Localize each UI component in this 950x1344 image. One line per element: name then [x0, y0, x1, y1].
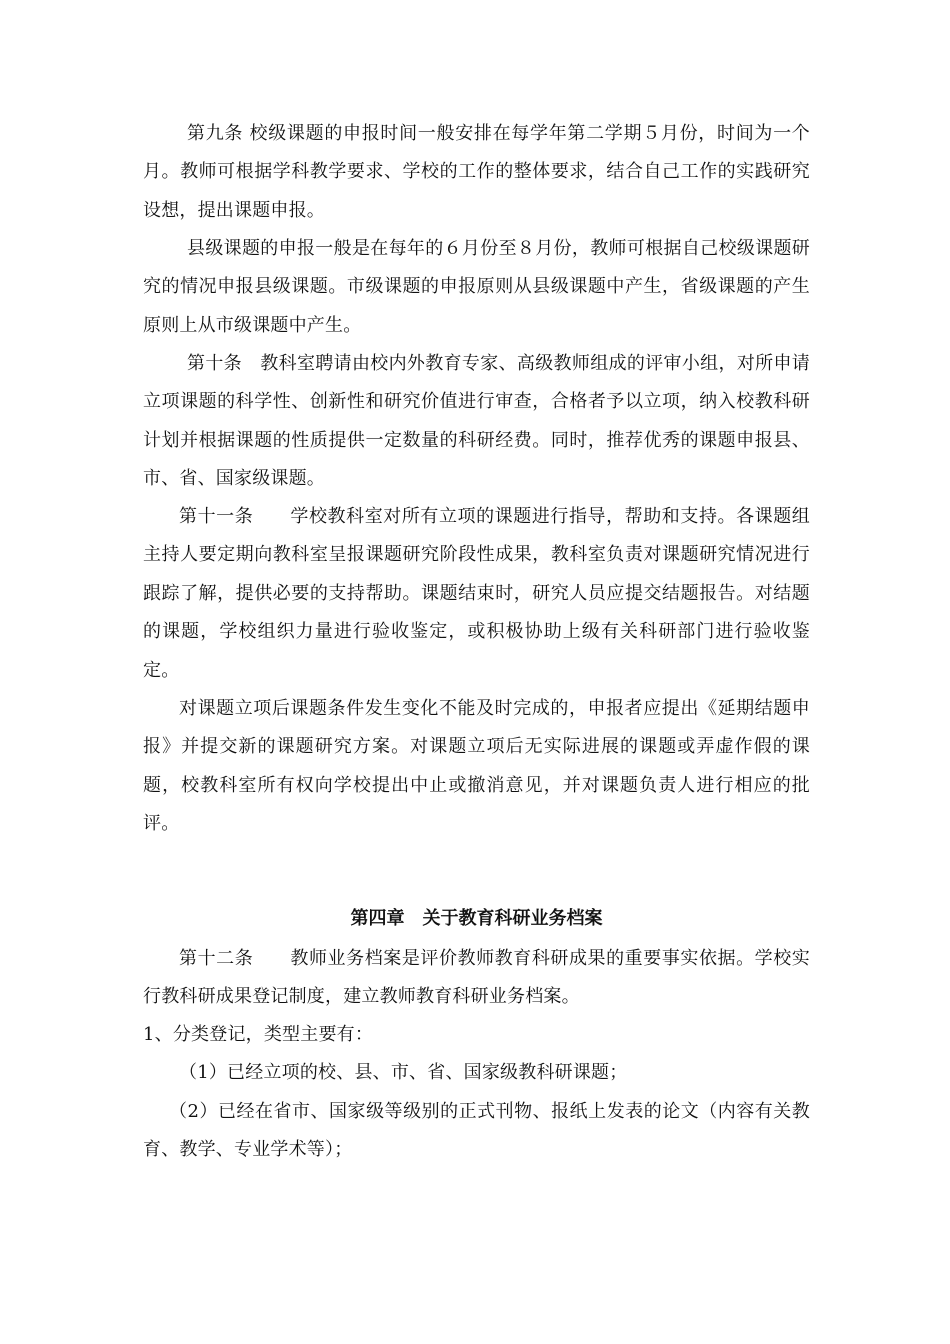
article-10-paragraph: 第十条 教科室聘请由校内外教育专家、高级教师组成的评审小组，对所申请立项课题的科学性、创新性和研究价值进行审查，合格者予以立项，纳入校教科研计划并根据课题的性质提供一定数量的科研经费。同时，推荐优秀的课题申报县、市、省、国家级课题。 [143, 353, 810, 490]
county-topic-paragraph: 县级课题的申报一般是在每年的６月份至８月份，教师可根据自己校级课题研究的情况申报县级课题。市级课题的申报原则从县级课题中产生，省级课题的产生原则上从市级课题中产生。 [143, 238, 810, 336]
article-9-paragraph: 第九条 校级课题的申报时间一般安排在每学年第二学期５月份，时间为一个月。教师可根据学科教学要求、学校的工作的整体要求，结合自己工作的实践研究设想，提出课题申报。 [143, 123, 810, 221]
list-item-2: （2）已经在省市、国家级等级别的正式刊物、报纸上发表的论文（内容有关教育、教学、专业学术等）； [143, 1101, 810, 1161]
classification-item: 1、分类登记，类型主要有： [143, 1024, 374, 1045]
postponement-paragraph: 对课题立项后课题条件发生变化不能及时完成的，申报者应提出《延期结题申报》并提交新的课题研究方案。对课题立项后无实际进展的课题或弄虚作假的课题，校教科室所有权向学校提出中止或撤消意见，并对课题负责人进行相应的批评。 [143, 698, 810, 835]
article-12-paragraph: 第十二条 教师业务档案是评价教师教育科研成果的重要事实依据。学校实行教科研成果登记制度，建立教师教育科研业务档案。 [143, 948, 810, 1008]
article-11-paragraph: 第十一条 学校教科室对所有立项的课题进行指导，帮助和支持。各课题组主持人要定期向教科室呈报课题研究阶段性成果，教科室负责对课题研究情况进行跟踪了解，提供必要的支持帮助。课题结束时，研究人员应提交结题报告。对结题的课题，学校组织力量进行验收鉴定，或积极协助上级有关科研部门进行验收鉴定。 [143, 506, 810, 681]
list-item-1: （1）已经立项的校、县、市、省、国家级教科研课题； [179, 1062, 628, 1083]
chapter-4-heading: 第四章 关于教育科研业务档案 [350, 908, 603, 929]
